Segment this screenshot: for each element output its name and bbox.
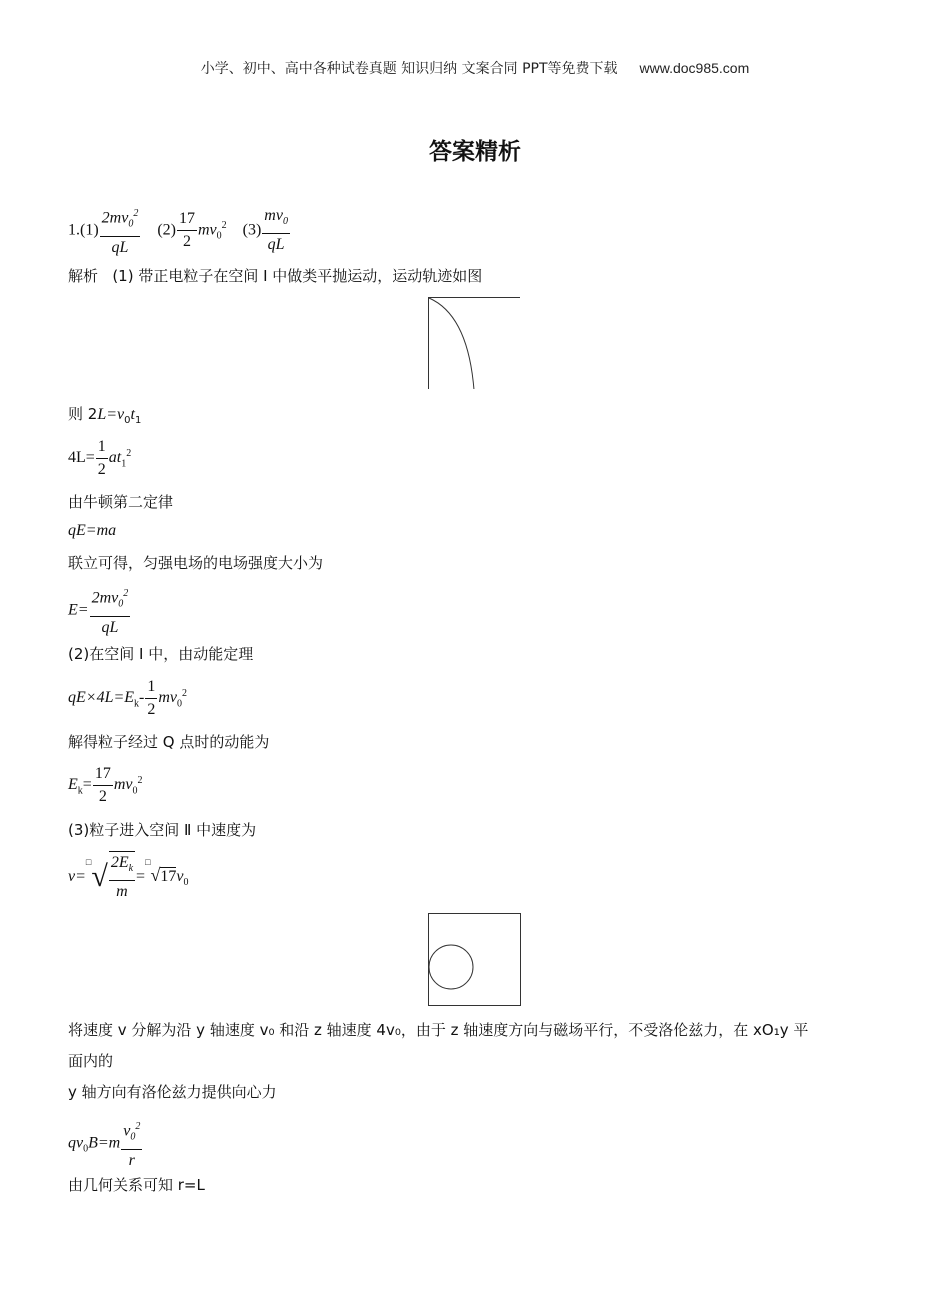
eq8-line: $qv_0B=m$ $\frac{v_0^2}{r}$: [68, 1116, 143, 1172]
sqrt-sign-2: √: [150, 864, 161, 885]
parabola-curve: [429, 298, 474, 389]
eq7-line: v=□√ $\frac{2E_k}{m}$ $=^□√17v_0$: [68, 851, 189, 903]
answer-prefix: 1.(1): [68, 221, 99, 239]
frac-p2: $\frac{17}{2}$: [178, 210, 195, 251]
eq1-line: 则 $2L=v_0t_1$: [68, 405, 142, 426]
newton-line: 由牛顿第二定律: [68, 493, 174, 511]
decompose-line-2: 面内的: [68, 1052, 114, 1070]
circle-figure: [428, 913, 522, 1007]
geometry-line: 由几何关系可知 r=L: [68, 1176, 205, 1194]
combine-line: 联立可得，匀强电场的电场强度大小为: [68, 554, 324, 572]
answer-1-line: 1.(1) $\frac{2mv_0^2}{qL}$ (2) $\frac{17}{2}$ $mv_0^2$ (3) $\frac{mv_0}{qL}$: [68, 203, 291, 259]
header-text: 小学、初中、高中各种试卷真题 知识归纳 文案合同 PPT等免费下载: [200, 61, 618, 77]
eq5-line: $qE\times 4L=E_k-$ $\frac{1}{2}$ $mv_0^2$: [68, 678, 188, 718]
part3-line: (3)粒子进入空间 Ⅱ 中速度为: [68, 821, 257, 839]
eq6-line: $E_k=$ $\frac{17}{2}$ $mv_0^2$: [68, 765, 143, 805]
circle-path: [429, 945, 473, 989]
sqrt-sign: √: [91, 860, 108, 894]
solve-line: 解得粒子经过 Q 点时的动能为: [68, 733, 270, 751]
eq4-line: E= $\frac{2mv_0^2}{qL}$: [68, 583, 131, 639]
frac-p1: $\frac{2mv_0^2}{qL}$: [100, 203, 141, 259]
header-site[interactable]: www.doc985.com: [639, 60, 750, 76]
page-header: [0, 58, 950, 78]
lorentz-line: y 轴方向有洛伦兹力提供向心力: [68, 1083, 277, 1101]
eq2-line: 4L= $\frac{1}{2}$ $at_1^2$: [68, 438, 132, 478]
frac-p3: $\frac{mv_0}{qL}$: [264, 207, 288, 254]
page-title: 答案精析: [429, 139, 521, 165]
figure-frame-2: [429, 914, 521, 1006]
trajectory-figure: [428, 297, 520, 389]
part2-line: (2)在空间 Ⅰ 中，由动能定理: [68, 645, 254, 663]
figure-frame: [429, 298, 521, 390]
eq3-line: qE=ma: [68, 522, 117, 539]
decompose-line-1: 将速度 v 分解为沿 y 轴速度 v₀ 和沿 z 轴速度 4v₀，由于 z 轴速度方向与磁场平行，不受洛伦兹力，在 xO₁y 平: [68, 1021, 809, 1039]
analysis-line: 解析 (1) 带正电粒子在空间 Ⅰ 中做类平抛运动，运动轨迹如图: [68, 267, 483, 285]
